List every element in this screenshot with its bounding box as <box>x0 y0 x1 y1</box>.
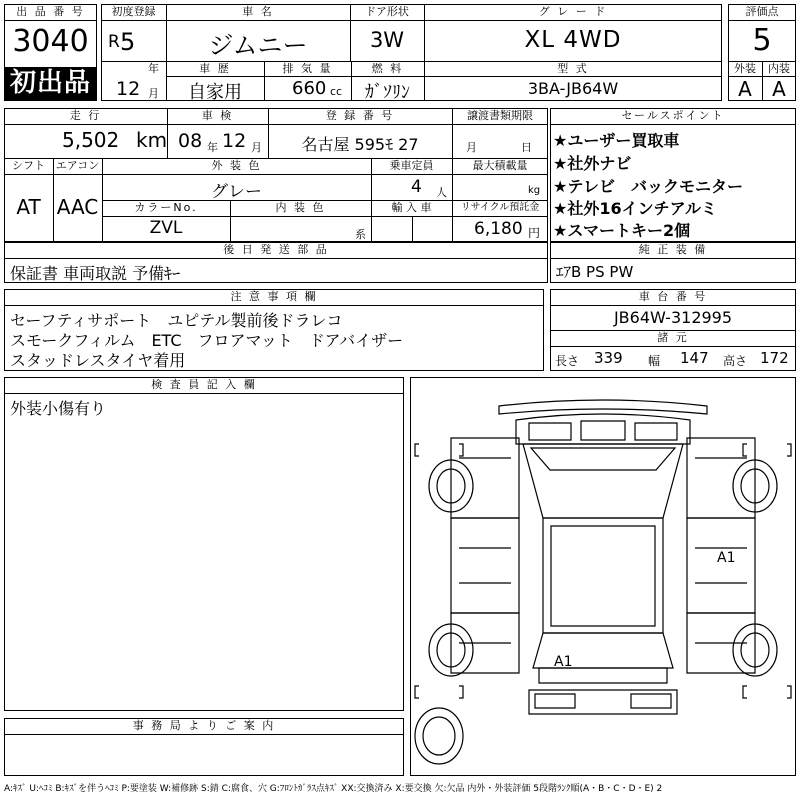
note-line: セーフティサポート ユピテル製前後ドラレコ <box>10 311 343 330</box>
inspection-year: 08 <box>178 130 203 152</box>
color-no: ZVL <box>149 218 183 238</box>
lot-label: 出 品 番 号 <box>16 5 85 18</box>
max-load-unit: kg <box>528 185 541 196</box>
displacement: 660 <box>292 78 327 99</box>
note-line: スモークフィルム ETC フロアマット ドアバイザー <box>10 331 404 350</box>
office-label: 事 務 局 よ り ご 案 内 <box>132 719 276 732</box>
registration-year: 5 <box>120 28 136 56</box>
model-code: 3BA-JB64W <box>527 79 619 98</box>
registration-label: 初度登録 <box>111 5 156 18</box>
capacity-unit: 人 <box>436 186 447 199</box>
interior-color-label: 内 装 色 <box>275 201 326 214</box>
later-parts: 保証書 車両取説 予備ｷｰ <box>10 264 181 283</box>
equipment: ｴｱB PS PW <box>556 263 634 281</box>
sales-point: ★ユーザー買取車 <box>553 131 680 150</box>
recycle-fee: 6,180 <box>474 219 523 239</box>
history: 自家用 <box>188 82 242 103</box>
aircon: AAC <box>56 195 99 219</box>
sales-point: ★スマートキー2個 <box>553 221 691 240</box>
inspection-month: 12 <box>222 130 247 152</box>
transfer-day-unit: 日 <box>521 141 532 154</box>
note-line: スタッドレスタイヤ着用 <box>10 351 186 370</box>
lot-number: 3040 <box>12 24 89 59</box>
registration-month: 12 <box>116 78 141 100</box>
damage-mark: A1 <box>554 654 573 670</box>
first-listing-badge: 初出品 <box>5 67 96 100</box>
grade-label: グ レ ー ド <box>538 5 608 18</box>
sales-point: ★社外ナビ <box>553 154 632 173</box>
transfer-label: 譲渡書類期限 <box>467 109 533 122</box>
ext-score: A <box>738 77 752 101</box>
capacity-label: 乗車定員 <box>389 159 434 172</box>
plate-number: 名古屋 595ﾓ 27 <box>301 135 419 154</box>
plate-label: 登 録 番 号 <box>325 109 395 122</box>
shift-label: シフト <box>12 159 45 172</box>
transfer-month-unit: 月 <box>466 141 477 154</box>
interior-color-unit: 系 <box>355 228 366 241</box>
grade: XL 4WD <box>524 27 622 53</box>
exterior-color: グレー <box>211 182 262 202</box>
inspector-note: 外装小傷有り <box>10 399 107 418</box>
sales-points-label: セールスポイント <box>621 109 725 122</box>
import-label: 輸 入 車 <box>391 201 432 214</box>
fuel: ｶﾞｿﾘﾝ <box>365 82 410 103</box>
door-type: 3W <box>369 28 405 52</box>
registration-era: R <box>108 32 120 52</box>
sales-point: ★テレビ バックモニター <box>553 177 744 196</box>
inspection-label: 車 検 <box>201 109 234 122</box>
chassis-label: 車 台 番 号 <box>638 290 708 303</box>
max-load-label: 最大積載量 <box>472 159 528 172</box>
exterior-color-label: 外 装 色 <box>211 159 262 172</box>
capacity: 4 <box>411 177 422 197</box>
mileage-unit: km <box>136 128 168 152</box>
registration-month-unit: 月 <box>148 87 159 100</box>
equipment-label: 純 正 装 備 <box>638 243 708 256</box>
length-label: 長さ <box>555 354 580 368</box>
inspector-box <box>4 377 404 711</box>
displacement-label: 排 気 量 <box>282 62 333 75</box>
notes-label: 注 意 事 項 欄 <box>230 290 318 303</box>
score-label: 評価点 <box>745 5 779 18</box>
recycle-unit: 円 <box>528 226 541 240</box>
later-parts-label: 後 日 発 送 部 品 <box>223 243 329 256</box>
dimensions-label: 諸 元 <box>657 331 689 344</box>
inspection-year-unit: 年 <box>207 141 218 154</box>
sales-point: ★社外16インチアルミ <box>553 199 717 218</box>
model-label: 型 式 <box>557 62 589 75</box>
inspection-month-unit: 月 <box>251 141 262 154</box>
int-score-label: 内装 <box>768 62 790 75</box>
legend: A:ｷｽﾞ U:ﾍｺﾐ B:ｷｽﾞを伴うﾍｺﾐ P:要塗装 W:補修跡 S:錆 C:腐食、穴 G:ﾌﾛﾝﾄｶﾞﾗｽ点ｷｽﾞ XX:交換済み X:要交換 欠:欠品 内外・外装評価 5段階ﾗﾝｸ順(A・B・C・D・E) 2 <box>4 784 663 794</box>
length: 339 <box>594 349 623 367</box>
recycle-label: リサイクル預託金 <box>460 202 540 213</box>
width-label: 幅 <box>648 354 661 368</box>
width: 147 <box>680 349 709 367</box>
color-no-label: カラーNo. <box>134 201 198 214</box>
fuel-label: 燃 料 <box>371 62 404 75</box>
ext-score-label: 外装 <box>734 62 756 75</box>
shift: AT <box>16 195 41 219</box>
aircon-label: エアコン <box>55 159 100 172</box>
score-value: 5 <box>752 23 772 58</box>
mileage: 5,502 <box>62 128 120 152</box>
height: 172 <box>760 349 789 367</box>
chassis-number: JB64W-312995 <box>613 308 733 327</box>
damage-mark: A1 <box>717 550 736 566</box>
car-outline <box>411 378 795 775</box>
registration-year-unit: 年 <box>148 62 159 75</box>
damage-diagram <box>410 377 796 776</box>
height-label: 高さ <box>723 354 748 368</box>
displacement-unit: cc <box>330 85 343 98</box>
car-name: ジムニー <box>208 31 308 60</box>
mileage-label: 走 行 <box>69 109 102 122</box>
door-label: ドア形状 <box>365 5 409 18</box>
inspector-label: 検 査 員 記 入 欄 <box>151 378 257 391</box>
history-label: 車 歴 <box>199 62 231 75</box>
int-score: A <box>772 77 786 101</box>
car-name-label: 車 名 <box>242 5 274 18</box>
